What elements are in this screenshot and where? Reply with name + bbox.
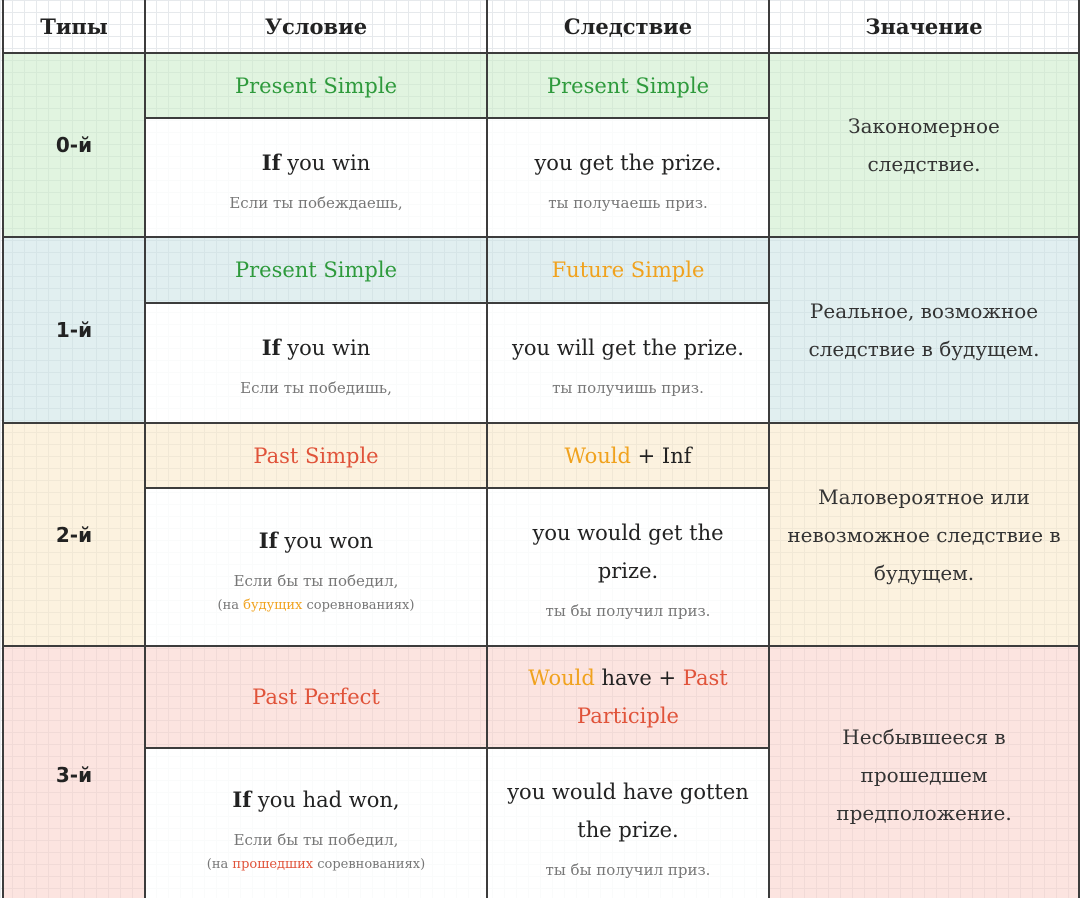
header-meaning-label: Значение xyxy=(865,13,983,39)
row-2-meaning xyxy=(768,422,1080,647)
formula-rest: + Inf xyxy=(630,443,692,468)
note-highlight: прошедших xyxy=(232,856,314,872)
row-1-condition-tense xyxy=(144,236,488,304)
note-prefix: (на xyxy=(217,597,244,613)
type-label: 1-й xyxy=(55,318,93,342)
consequence-sentence: you would have gotten the prize. xyxy=(507,780,749,842)
would-word: Would xyxy=(564,443,631,468)
note-prefix: (на xyxy=(206,856,233,872)
header-condition xyxy=(144,0,488,54)
formula-middle: have + xyxy=(594,666,683,690)
condition-translation: Если ты побеждаешь, xyxy=(229,193,403,212)
type-label: 0-й xyxy=(55,133,93,157)
if-word: If xyxy=(261,149,281,175)
row-0-consequence-example xyxy=(486,117,770,238)
row-2-condition-tense xyxy=(144,422,488,489)
meaning-text: Несбывшееся в прошедшем предположение. xyxy=(836,725,1012,825)
condition-sentence xyxy=(256,144,376,182)
meaning-text: Маловероятное или невозможное следствие в будущем. xyxy=(787,484,1061,585)
consequence-translation: ты бы получил приз. xyxy=(545,602,711,620)
condition-note xyxy=(207,857,425,872)
row-1-consequence-tense xyxy=(486,236,770,304)
row-2-consequence-tense xyxy=(486,422,770,489)
row-0-type xyxy=(2,52,146,238)
row-3-condition-tense xyxy=(144,645,488,749)
note-suffix: соревнованиях) xyxy=(302,597,415,613)
row-3-consequence-tense xyxy=(486,645,770,749)
condition-sentence xyxy=(226,781,405,819)
tense-label: Present Simple xyxy=(234,73,398,98)
row-3-consequence-example xyxy=(486,747,770,898)
row-3-type xyxy=(2,645,146,898)
row-0-meaning xyxy=(768,52,1080,238)
tense-label: Present Simple xyxy=(234,258,398,282)
tense-label: Past Simple xyxy=(253,443,379,468)
row-1-meaning xyxy=(768,236,1080,424)
row-0-consequence-tense xyxy=(486,52,770,119)
condition-text: you win xyxy=(280,336,371,360)
condition-translation: Если бы ты победил, xyxy=(233,830,399,849)
type-label: 2-й xyxy=(55,522,93,547)
if-word: If xyxy=(258,527,278,553)
consequence-translation: ты получишь приз. xyxy=(552,379,704,397)
tense-label: Present Simple xyxy=(546,73,710,98)
row-0-condition-example xyxy=(144,117,488,238)
row-3-condition-example xyxy=(144,747,488,898)
header-types-label: Типы xyxy=(40,13,108,39)
condition-sentence xyxy=(256,329,376,367)
row-0-condition-tense xyxy=(144,52,488,119)
if-word: If xyxy=(232,786,252,812)
header-meaning xyxy=(768,0,1080,54)
condition-translation: Если бы ты победил, xyxy=(233,571,399,590)
row-1-condition-example xyxy=(144,302,488,424)
condition-translation: Если ты победишь, xyxy=(240,379,392,397)
consequence-translation: ты бы получил приз. xyxy=(545,861,711,879)
note-suffix: соревнованиях) xyxy=(313,856,426,872)
note-highlight: будущих xyxy=(243,597,303,613)
tense-label: Future Simple xyxy=(551,258,705,282)
header-consequence xyxy=(486,0,770,54)
header-condition-label: Условие xyxy=(264,13,368,39)
condition-text: you had won, xyxy=(251,787,400,812)
row-1-consequence-example xyxy=(486,302,770,424)
past-participle: Past Participle xyxy=(577,666,728,728)
condition-sentence xyxy=(253,522,379,560)
consequence-sentence: you would get the prize. xyxy=(532,521,724,583)
header-consequence-label: Следствие xyxy=(563,13,693,39)
tense-label: Past Perfect xyxy=(252,685,380,709)
row-2-type xyxy=(2,422,146,647)
would-word: Would xyxy=(528,666,595,690)
consequence-sentence: you will get the prize. xyxy=(512,336,744,360)
row-3-meaning xyxy=(768,645,1080,898)
condition-text: you won xyxy=(277,528,374,553)
if-word: If xyxy=(261,335,281,360)
condition-note xyxy=(218,598,415,613)
row-1-type xyxy=(2,236,146,424)
row-2-consequence-example xyxy=(486,487,770,647)
row-2-condition-example xyxy=(144,487,488,647)
consequence-formula xyxy=(502,659,754,735)
consequence-sentence: you get the prize. xyxy=(534,150,722,175)
meaning-text: Реальное, возможное следствие в будущем. xyxy=(808,299,1040,361)
condition-text: you win xyxy=(280,150,371,175)
meaning-text: Закономерное следствие. xyxy=(848,114,1000,176)
header-types xyxy=(2,0,146,54)
consequence-formula xyxy=(558,437,697,475)
type-label: 3-й xyxy=(55,763,93,787)
consequence-translation: ты получаешь приз. xyxy=(548,193,708,212)
